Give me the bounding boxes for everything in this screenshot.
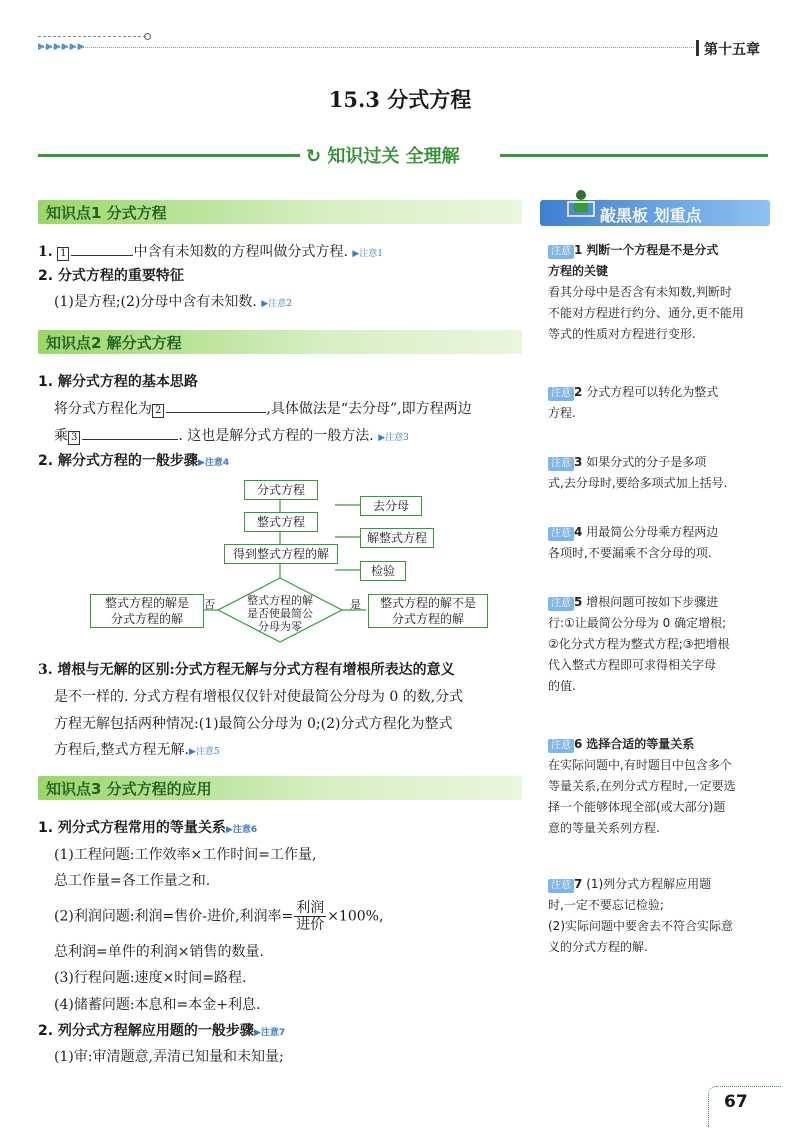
blank-3 bbox=[82, 425, 178, 440]
kp3-line4: (2)利润问题:利润=售价-进价,利润率= $\frac{\text{利润}}{\text{进价}}$ ×100%, bbox=[54, 900, 384, 933]
sidebar-note-6: 注意 6 选择合适的等量关系 在实际问题中,有时题目中包含多个 等量关系,在列分式方程时,一定要选 择一个能够体现全部(或大部分)题 意的等量关系列方程. bbox=[548, 737, 736, 835]
kp2-title: 知识点2 解分式方程 bbox=[46, 334, 182, 352]
flow-yes-label: 是 bbox=[350, 598, 361, 611]
kp3-line6: (3)行程问题:速度×时间=路程. bbox=[54, 970, 247, 986]
kp1-title: 知识点1 分式方程 bbox=[46, 204, 167, 222]
kp3-line5: 总利润=单件的利润×销售的数量. bbox=[54, 944, 264, 960]
chapter-label: 第十五章 bbox=[704, 42, 760, 58]
kp3-title: 知识点3 分式方程的应用 bbox=[46, 780, 212, 798]
sidebar-note-7: 注意 7 (1)列分式方程解应用题 时,一定不要忘记检验; (2)实际问题中要舍去不符合实际意 义的分式方程的解. bbox=[548, 877, 733, 954]
note-tag: 注意 bbox=[548, 245, 574, 259]
kp2-p3-line1: 3. 增根与无解的区别:分式方程无解与分式方程有增根所表达的意义 bbox=[38, 662, 455, 678]
blank-2 bbox=[166, 398, 266, 413]
kp3-line3: 总工作量=各工作量之和. bbox=[54, 873, 211, 889]
note-tag: 注意 bbox=[548, 597, 574, 611]
fraction: $\frac{\text{利润}}{\text{进价}}$ bbox=[296, 900, 325, 933]
kp1-line3: (1)是方程;(2)分母中含有未知数. ▶注意2 bbox=[54, 294, 292, 310]
flow-step-2: 整式方程 bbox=[244, 512, 318, 532]
teacher-icon bbox=[566, 188, 596, 220]
note-tag: 注意 bbox=[548, 457, 574, 471]
note-tag: 注意 bbox=[548, 527, 574, 541]
kp2-line2: 将分式方程化为 2 ,具体做法是“去分母”,即方程两边 bbox=[54, 398, 472, 419]
blank-1 bbox=[71, 241, 133, 256]
header-decor-line bbox=[38, 36, 146, 37]
kp2-bar bbox=[38, 330, 522, 354]
sidebar-note-3: 注意 3 如果分式的分子是多项 式,去分母时,要给多项式加上括号. bbox=[548, 455, 728, 490]
note-link-7[interactable]: ▶注意7 bbox=[253, 1028, 286, 1038]
flow-remark-1: 去分母 bbox=[360, 496, 422, 516]
note-link-1[interactable]: ▶注意1 bbox=[352, 249, 384, 259]
kp1-line2: 2. 分式方程的重要特征 bbox=[38, 268, 184, 284]
sidebar-note-5: 注意 5 增根问题可按如下步骤进 行:①让最简公分母为 0 确定增根; ②化分式方程为整式方程;③把增根 代入整式方程即可求得相关字母 的值. bbox=[548, 595, 730, 693]
note-link-5[interactable]: ▶注意5 bbox=[188, 747, 220, 757]
kp2-p3-line3: 方程无解包括两种情况:(1)最简公分母为 0;(2)分式方程化为整式 bbox=[54, 716, 453, 732]
note-tag: 注意 bbox=[548, 739, 574, 753]
swirl-icon: ↻ bbox=[306, 146, 322, 167]
knowledge-header: ↻ 知识过关 全理解 bbox=[306, 146, 460, 167]
flowchart bbox=[80, 476, 520, 648]
kp2-line3: 乘 3 . 这也是解分式方程的一般方法. ▶注意3 bbox=[54, 425, 409, 448]
chapter-bar bbox=[696, 40, 699, 56]
green-rule-left bbox=[38, 154, 300, 157]
kp1-bar bbox=[38, 200, 522, 224]
flow-no-label: 否 bbox=[204, 598, 215, 611]
flow-step-1: 分式方程 bbox=[244, 480, 318, 500]
kp2-p3-line2: 是不一样的. 分式方程有增根仅仅针对使最简公分母为 0 的数,分式 bbox=[54, 689, 464, 705]
flow-result-no: 整式方程的解是 分式方程的解 bbox=[90, 594, 204, 628]
note-tag: 注意 bbox=[548, 879, 574, 893]
note-link-6[interactable]: ▶注意6 bbox=[225, 825, 258, 835]
sidebar-header: 敲黑板 划重点 bbox=[540, 200, 770, 226]
kp3-line2: (1)工程问题:工作效率×工作时间=工作量, bbox=[54, 847, 317, 863]
sidebar-note-2: 注意 2 分式方程可以转化为整式 方程. bbox=[548, 385, 719, 420]
header-arrows-icon: ▶▶▶▶▶▶ bbox=[38, 42, 86, 52]
green-rule-right bbox=[500, 154, 768, 157]
flow-decision-text: 整式方程的解 是否使最简公 分母为零 bbox=[247, 594, 313, 633]
note-link-3[interactable]: ▶注意3 bbox=[378, 433, 409, 443]
kp3-line1: 1. 列分式方程常用的等量关系▶注意6 bbox=[38, 820, 258, 836]
kp2-line4: 2. 解分式方程的一般步骤▶注意4 bbox=[38, 453, 230, 469]
kp2-p3-line4: 方程后,整式方程无解.▶注意5 bbox=[54, 742, 220, 758]
kp3-line8: 2. 列分式方程解应用题的一般步骤▶注意7 bbox=[38, 1023, 286, 1039]
kp3-bar bbox=[38, 776, 522, 800]
sidebar-note-4: 注意 4 用最简公分母乘方程两边 各项时,不要漏乘不含分母的项. bbox=[548, 525, 719, 560]
flow-result-yes: 整式方程的解不是 分式方程的解 bbox=[368, 594, 488, 628]
kp3-line9: (1)审:审清题意,弄清已知量和未知量; bbox=[54, 1049, 284, 1065]
flow-step-3: 得到整式方程的解 bbox=[224, 544, 338, 564]
note-tag: 注意 bbox=[548, 387, 574, 401]
header-rule bbox=[38, 47, 694, 48]
kp2-line1: 1. 解分式方程的基本思路 bbox=[38, 374, 198, 390]
note-link-2[interactable]: ▶注意2 bbox=[261, 299, 292, 309]
kp3-line7: (4)储蓄问题:本息和=本金+利息. bbox=[54, 997, 261, 1013]
flow-remark-3: 检验 bbox=[360, 561, 406, 581]
header-decor-dot bbox=[144, 33, 151, 40]
page-number: 67 bbox=[724, 1092, 748, 1112]
sidebar-note-1: 注意 1 判断一个方程是不是分式 方程的关键 看其分母中是否含有未知数,判断时 不能对方程进行约分、通分,更不能用 等式的性质对方程进行变形. bbox=[548, 243, 744, 341]
kp1-line1: 1. 1 中含有未知数的方程叫做分式方程. ▶注意1 bbox=[38, 241, 383, 264]
section-title: 15.3 分式方程 bbox=[328, 87, 472, 112]
note-link-4[interactable]: ▶注意4 bbox=[197, 458, 230, 468]
flow-remark-2: 解整式方程 bbox=[360, 528, 434, 548]
